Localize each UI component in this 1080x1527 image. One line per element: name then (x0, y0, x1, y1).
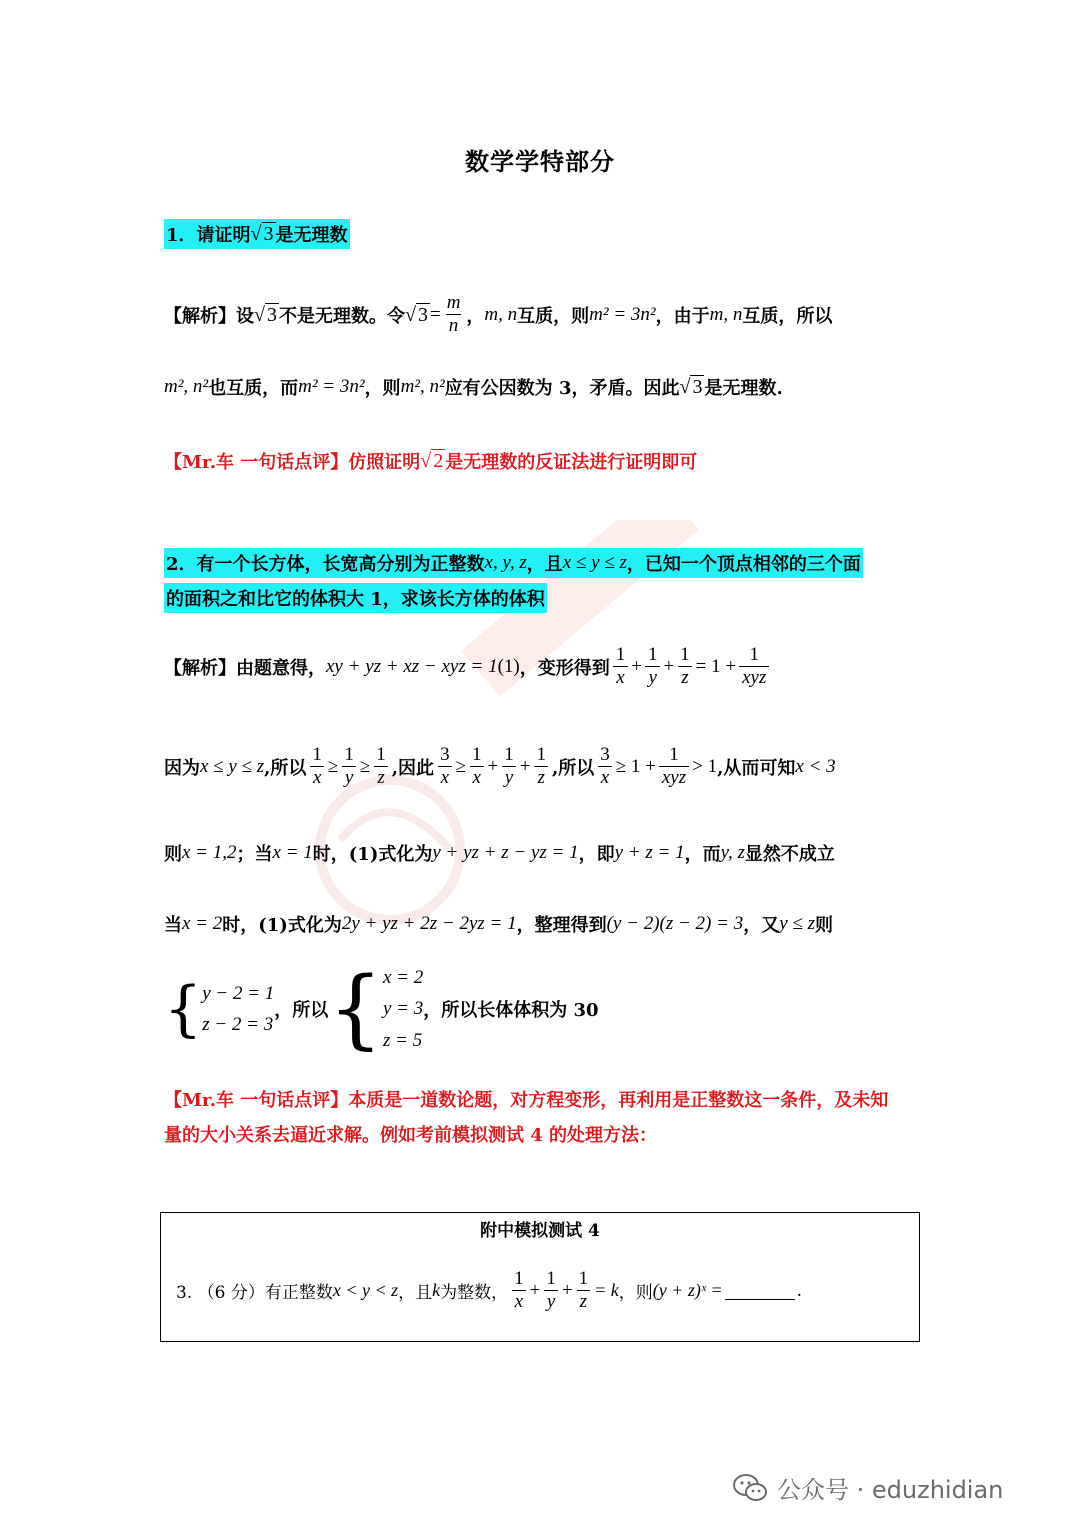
mock-test-question: 3. （6 分）有正整数 x < y < z ，且 k 为整数， $\frac{1}{x}$ + $\frac{1}{y}$ + $\frac{1}{z}$ = k ，则 (y + z)ˣ = . (176, 1268, 802, 1312)
q1-comment: 【Mr.车 一句话点评】 仿照证明 √ 2 是无理数的反证法进行证明即可 (164, 450, 698, 473)
q2-solution-line-2: 因为 x ≤ y ≤ z ,所以 $\frac{1}{x}$ ≥ $\frac{1}{y}$ ≥ $\frac{1}{z}$ ,因此 $\frac{3}{x}$ ≥ $\frac{1}{x}$ + $\frac{1}{y}$ + $\frac{1}{z}$ ,所以 $\frac{3}{x}$ ≥ 1 + $\frac{1}{\text{xyz}}$ > 1 ,从而可知 x < 3 (164, 744, 836, 788)
equation-system-1: y − 2 = 1 z − 2 = 3 (202, 982, 275, 1036)
wechat-icon (733, 1473, 767, 1503)
question-1-heading: 1．请证明 √ 3 是无理数 (164, 219, 350, 249)
footer-wechat-account: 公众号 · eduzhidian (733, 1470, 1003, 1505)
q2-solution-line-1: 【解析】 由题意得， xy + yz + xz − xyz = 1 (1) ，变形得到 $\frac{1}{x}$ + $\frac{1}{y}$ + $\frac{1}{z}$ = 1 + $\frac{1}{\text{xyz}}$ (164, 644, 772, 690)
answer-blank (725, 1281, 795, 1300)
q2-comment-line-1: 【Mr.车 一句话点评】 本质是一道数论题，对方程变形，再利用是正整数这一条件，及未知 (164, 1090, 889, 1111)
q2-solution-line-4: 当 x = 2 时，(1)式化为 2y + yz + 2z − 2yz = 1 ，整理得到 (y − 2)(z − 2) = 3 ，又 y ≤ z 则 (164, 913, 833, 936)
q2-solution-line-3: 则 x = 1,2 ；当 x = 1 时，(1)式化为 y + yz + z − yz = 1 ，即 y + z = 1 ，而 y, z 显然不成立 (164, 842, 835, 865)
left-brace: { (164, 974, 203, 1045)
question-2-heading-line-2: 的面积之和比它的体积大 1，求该长方体的体积 (164, 583, 547, 613)
question-2-heading-line-1: 2．有一个长方体，长宽高分别为正整数 x, y, z ，且 x ≤ y ≤ z ，已知一个顶点相邻的三个面 (164, 548, 863, 578)
q2-comment-line-2: 量的大小关系去逼近求解。例如考前模拟测试 4 的处理方法： (164, 1125, 658, 1146)
q1-solution-line-1: 【解析】 设 √ 3 不是无理数。令 √ 3 = $\frac{m}{n}$ ， m, n 互质，则 m² = 3n² ，由于 m, n 互质，所以 (164, 292, 833, 336)
left-brace: { (328, 959, 383, 1060)
fraction-m-over-n: $\frac{m}{n}$ (446, 292, 461, 336)
sqrt-symbol: √ 3 (250, 223, 274, 245)
q1-solution-line-2: m², n² 也互质，而 m² = 3n² ，则 m², n² 应有公因数为 3，矛盾。因此 √ 3 是无理数. (164, 376, 783, 399)
mock-test-title: 附中模拟测试 4 (480, 1221, 600, 1241)
page-title: 数学学特部分 (465, 147, 615, 176)
equation-system-2: x = 2 y = 3 z = 5 (382, 967, 424, 1051)
q2-solution-systems: { y − 2 = 1 z − 2 = 3 ，所以 { x = 2 y = 3 z = 5 ，所以长体体积为 30 (164, 959, 599, 1060)
